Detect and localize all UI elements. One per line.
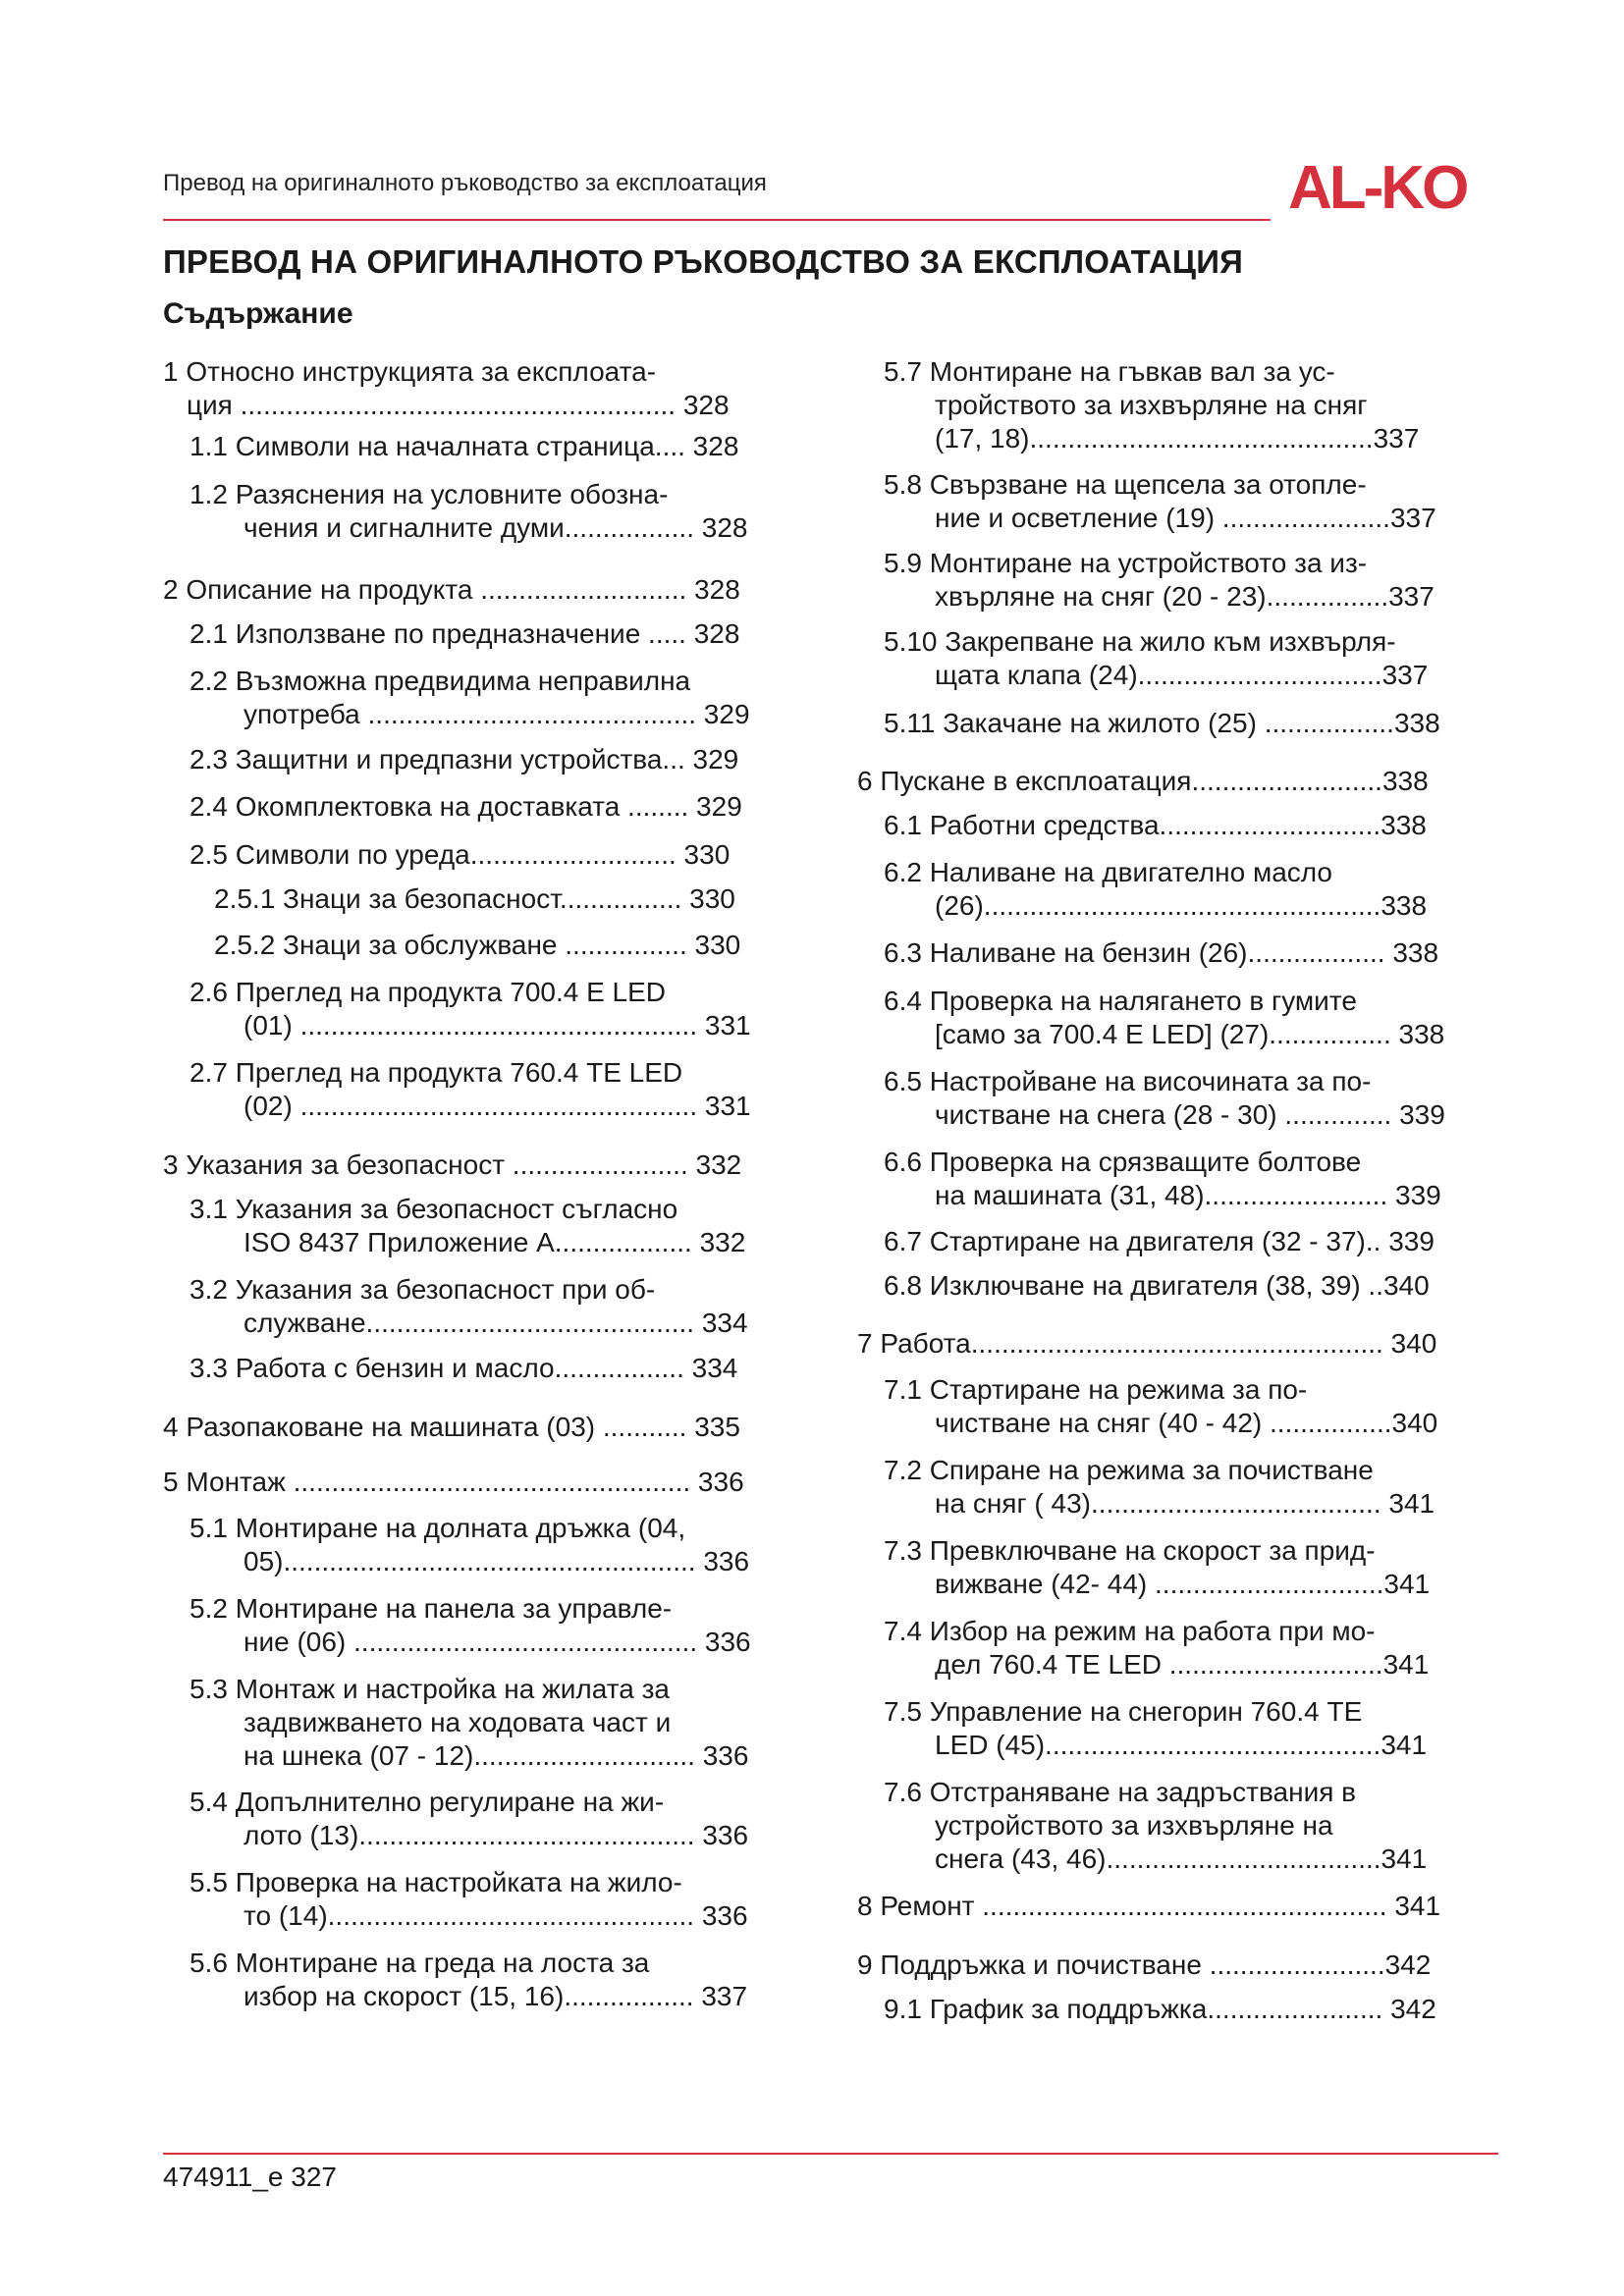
toc-entry[interactable] [884, 809, 1427, 842]
toc-entry-page-line: 1.1 Символи на началната страница.... 328 [189, 431, 739, 461]
toc-entry-line: 7.2 Спиране на режима за почистване [884, 1455, 1374, 1485]
toc-entry[interactable] [857, 1327, 1436, 1361]
toc-entry-page-line: 2.5.1 Знаци за безопасност................ 330 [214, 883, 735, 914]
toc-entry-page-line: 5 Монтаж .................................................... 336 [163, 1467, 744, 1497]
toc-entry-line: устройството за изхвърляне на [935, 1810, 1333, 1841]
toc-entry[interactable] [884, 1615, 1429, 1682]
toc-entry-page-line: ние (06) ............................................. 336 [244, 1627, 751, 1657]
toc-entry-line: 3.2 Указания за безопасност при об- [189, 1274, 656, 1305]
toc-entry-page-line: 9.1 График за поддръжка....................... 342 [884, 1994, 1436, 2024]
toc-entry-page-line: 2.5.2 Знаци за обслужване ................ 330 [214, 930, 741, 960]
toc-entry-line: 5.8 Свързване на щепсела за отопле- [884, 469, 1367, 500]
toc-entry-page-line: служване........................................... 334 [244, 1308, 748, 1338]
toc-entry[interactable] [884, 1225, 1435, 1258]
toc-entry-line: 5.9 Монтиране на устройството за из- [884, 548, 1368, 578]
toc-entry[interactable] [163, 355, 730, 422]
toc-entry[interactable] [189, 1866, 748, 1933]
toc-entry[interactable] [189, 1056, 751, 1123]
toc-entry-page-line: дел 760.4 TE LED ............................341 [935, 1649, 1430, 1680]
alko-logo [1288, 157, 1504, 216]
toc-entry[interactable] [857, 1949, 1431, 1982]
toc-entry-line: 5.5 Проверка на настройката на жило- [189, 1867, 682, 1897]
toc-entry-line: 2.6 Преглед на продукта 700.4 E LED [189, 977, 667, 1007]
toc-entry[interactable] [189, 838, 730, 872]
toc-entry-page-line: 6.8 Изключване на двигателя (38, 39) ..340 [884, 1270, 1430, 1301]
toc-entry[interactable] [189, 617, 739, 651]
toc-entry[interactable] [189, 1352, 737, 1385]
toc-entry-page-line: чистване на снега (28 - 30) .............. 339 [935, 1099, 1445, 1130]
toc-entry-page-line: (02) .................................................... 331 [244, 1091, 751, 1121]
toc-entry-page-line: 6.3 Наливане на бензин (26).................. 338 [884, 937, 1439, 968]
toc-entry[interactable] [163, 1148, 741, 1182]
toc-entry[interactable] [189, 1193, 745, 1259]
toc-entry-page-line: на сняг ( 43)...................................... 341 [935, 1488, 1435, 1519]
toc-entry-page-line: 7 Работа...................................................... 340 [857, 1328, 1437, 1359]
logo-text: AL-KO [1288, 157, 1467, 216]
toc-entry[interactable] [189, 478, 747, 545]
toc-entry-page-line: то (14)................................................ 336 [244, 1900, 748, 1931]
toc-entry[interactable] [189, 1273, 748, 1340]
toc-entry-page-line: снега (43, 46)....................................341 [935, 1843, 1428, 1874]
footer-page-info: 474911_e 327 [163, 2162, 337, 2192]
toc-entry-line: 7.1 Стартиране на режима за по- [884, 1374, 1308, 1405]
toc-entry-line: 7.4 Избор на режим на работа при мо- [884, 1616, 1376, 1646]
toc-entry-page-line: 5.11 Закачане на жилото (25) .................338 [884, 708, 1440, 738]
toc-entry-page-line: 4 Разопаковане на машината (03) ........... 335 [163, 1412, 740, 1442]
toc-entry-line: 5.7 Монтиране на гъвкав вал за ус- [884, 356, 1335, 387]
toc-entry-line: 5.1 Монтиране на долната дръжка (04, [189, 1513, 686, 1543]
toc-entry[interactable] [189, 743, 738, 776]
page-title: ПРЕВОД НА ОРИГИНАЛНОТО РЪКОВОДСТВО ЗА ЕКСПЛОАТАЦИЯ [163, 243, 1244, 280]
toc-entry-line: 1 Относно инструкцията за експлоата- [163, 356, 657, 387]
toc-entry[interactable] [214, 929, 740, 962]
toc-entry-page-line: ция ......................................................... 328 [187, 390, 730, 420]
toc-entry[interactable] [189, 1786, 748, 1852]
toc-entry[interactable] [163, 1411, 740, 1444]
toc-entry-page-line: 3.3 Работа с бензин и масло................. 334 [189, 1353, 738, 1383]
toc-entry[interactable] [884, 1454, 1435, 1521]
toc-entry-page-line: ISO 8437 Приложение A.................. 332 [244, 1227, 746, 1257]
toc-entry-line: тройството за изхвърляне на сняг [935, 390, 1368, 420]
toc-entry-line: 5.10 Закрепване на жило към изхвърля- [884, 626, 1396, 657]
toc-entry-line: 7.6 Отстраняване на задръствания в [884, 1777, 1357, 1807]
toc-entry[interactable] [884, 355, 1419, 455]
toc-entry-page-line: чистване на сняг (40 - 42) ................340 [935, 1408, 1438, 1438]
toc-entry-line: 5.4 Допълнително регулиране на жи- [189, 1787, 665, 1817]
contents-heading: Съдържание [163, 297, 353, 330]
toc-entry[interactable] [884, 707, 1440, 740]
toc-entry-line: 1.2 Разяснения на условните обозна- [189, 479, 669, 509]
toc-entry-line: 6.5 Настройване на височината за по- [884, 1066, 1372, 1096]
toc-entry-page-line: 2.4 Окомплектовка на доставката ........ 329 [189, 791, 742, 822]
toc-entry-page-line: LED (45)............................................341 [935, 1730, 1428, 1760]
toc-entry-line: 5.3 Монтаж и настройка на жилата за [189, 1674, 671, 1704]
toc-entry[interactable] [884, 1776, 1427, 1876]
toc-entry[interactable] [884, 1993, 1436, 2026]
toc-entry-page-line: 8 Ремонт ..................................................... 341 [857, 1891, 1441, 1921]
toc-entry[interactable] [189, 976, 751, 1042]
toc-entry[interactable] [857, 1890, 1440, 1923]
toc-entry-page-line: [само за 700.4 E LED] (27)................ 338 [935, 1019, 1445, 1049]
toc-entry[interactable] [189, 1592, 751, 1659]
toc-entry-line: 6.4 Проверка на налягането в гумите [884, 986, 1357, 1016]
toc-entry[interactable] [884, 547, 1435, 614]
toc-entry-page-line: ние и осветление (19) ......................337 [935, 503, 1436, 533]
toc-entry[interactable] [189, 430, 738, 463]
toc-entry[interactable] [884, 985, 1444, 1051]
toc-entry[interactable] [163, 1466, 744, 1499]
toc-entry[interactable] [857, 765, 1429, 798]
toc-entry-page-line: вижване (42- 44) ..............................341 [935, 1569, 1431, 1599]
header-divider [163, 219, 1271, 221]
toc-entry-page-line: 6.1 Работни средства.............................338 [884, 810, 1427, 840]
toc-entry-line: 7.5 Управление на снегорин 760.4 TE [884, 1696, 1363, 1727]
toc-entry[interactable] [189, 665, 750, 731]
toc-entry-line: 5.2 Монтиране на панела за управле- [189, 1593, 673, 1624]
toc-entry-page-line: на машината (31, 48)........................ 339 [935, 1180, 1441, 1210]
toc-entry[interactable] [884, 856, 1427, 923]
toc-entry[interactable] [884, 625, 1428, 692]
toc-entry-line: 5.6 Монтиране на греда на лоста за [189, 1948, 650, 1978]
toc-entry-page-line: лото (13)............................................ 336 [244, 1820, 749, 1850]
toc-entry-page-line: 9 Поддръжка и почистване .......................342 [857, 1949, 1432, 1980]
toc-entry-line: 2.7 Преглед на продукта 760.4 TE LED [189, 1057, 683, 1088]
toc-entry-page-line: 2.5 Символи по уреда........................... 330 [189, 839, 731, 870]
toc-entry-page-line: (17, 18).............................................337 [935, 423, 1420, 454]
toc-entry-line: 3.1 Указания за безопасност съгласно [189, 1194, 678, 1224]
toc-entry-line: 7.3 Превключване на скорост за прид- [884, 1535, 1376, 1566]
toc-entry[interactable] [189, 1512, 749, 1578]
toc-entry-line: 2.2 Възможна предвидима неправилна [189, 666, 691, 696]
toc-entry[interactable] [189, 1673, 748, 1773]
toc-entry-line: задвижването на ходовата част и [244, 1707, 672, 1737]
toc-entry[interactable] [214, 882, 735, 916]
toc-entry-page-line: хвърляне на сняг (20 - 23)................337 [935, 581, 1435, 612]
running-header: Превод на оригиналното ръководство за експлоатация [163, 170, 767, 196]
toc-entry[interactable] [884, 468, 1436, 535]
toc-entry-page-line: (01) .................................................... 331 [244, 1010, 751, 1041]
toc-entry[interactable] [163, 573, 740, 607]
toc-entry[interactable] [189, 1947, 747, 2013]
toc-entry-page-line: 6 Пускане в експлоатация.........................338 [857, 766, 1429, 796]
toc-entry[interactable] [884, 1373, 1437, 1440]
toc-entry-line: 6.6 Проверка на срязващите болтове [884, 1147, 1362, 1177]
toc-entry-page-line: на шнека (07 - 12)............................. 336 [244, 1740, 749, 1771]
toc-entry-page-line: 6.7 Стартиране на двигателя (32 - 37).. 339 [884, 1226, 1435, 1256]
toc-entry-page-line: (26)....................................................338 [935, 890, 1428, 921]
toc-entry-page-line: 05)...................................................... 336 [244, 1546, 750, 1576]
toc-entry-page-line: 3 Указания за безопасност ....................... 332 [163, 1149, 742, 1180]
toc-entry[interactable] [884, 1534, 1430, 1601]
toc-entry-page-line: употреба ........................................... 329 [244, 699, 750, 729]
toc-entry[interactable] [884, 1695, 1427, 1762]
toc-entry-page-line: чения и сигналните думи................. 328 [244, 512, 748, 543]
toc-entry[interactable] [884, 1146, 1441, 1212]
toc-entry-line: 6.2 Наливане на двигателно масло [884, 857, 1332, 887]
toc-entry-page-line: 2 Описание на продукта ........................... 328 [163, 574, 740, 605]
toc-entry[interactable] [884, 1065, 1445, 1132]
toc-entry-page-line: избор на скорост (15, 16)................. 337 [244, 1981, 748, 2011]
toc-entry-page-line: 2.3 Защитни и предпазни устройства... 329 [189, 744, 739, 774]
toc-entry[interactable] [189, 790, 742, 824]
toc-entry[interactable] [884, 936, 1438, 970]
toc-entry-page-line: 2.1 Използване по предназначение ..... 328 [189, 618, 740, 649]
toc-entry-page-line: щата клапа (24)................................337 [935, 660, 1429, 690]
footer-divider [163, 2153, 1498, 2155]
toc-entry[interactable] [884, 1269, 1430, 1303]
